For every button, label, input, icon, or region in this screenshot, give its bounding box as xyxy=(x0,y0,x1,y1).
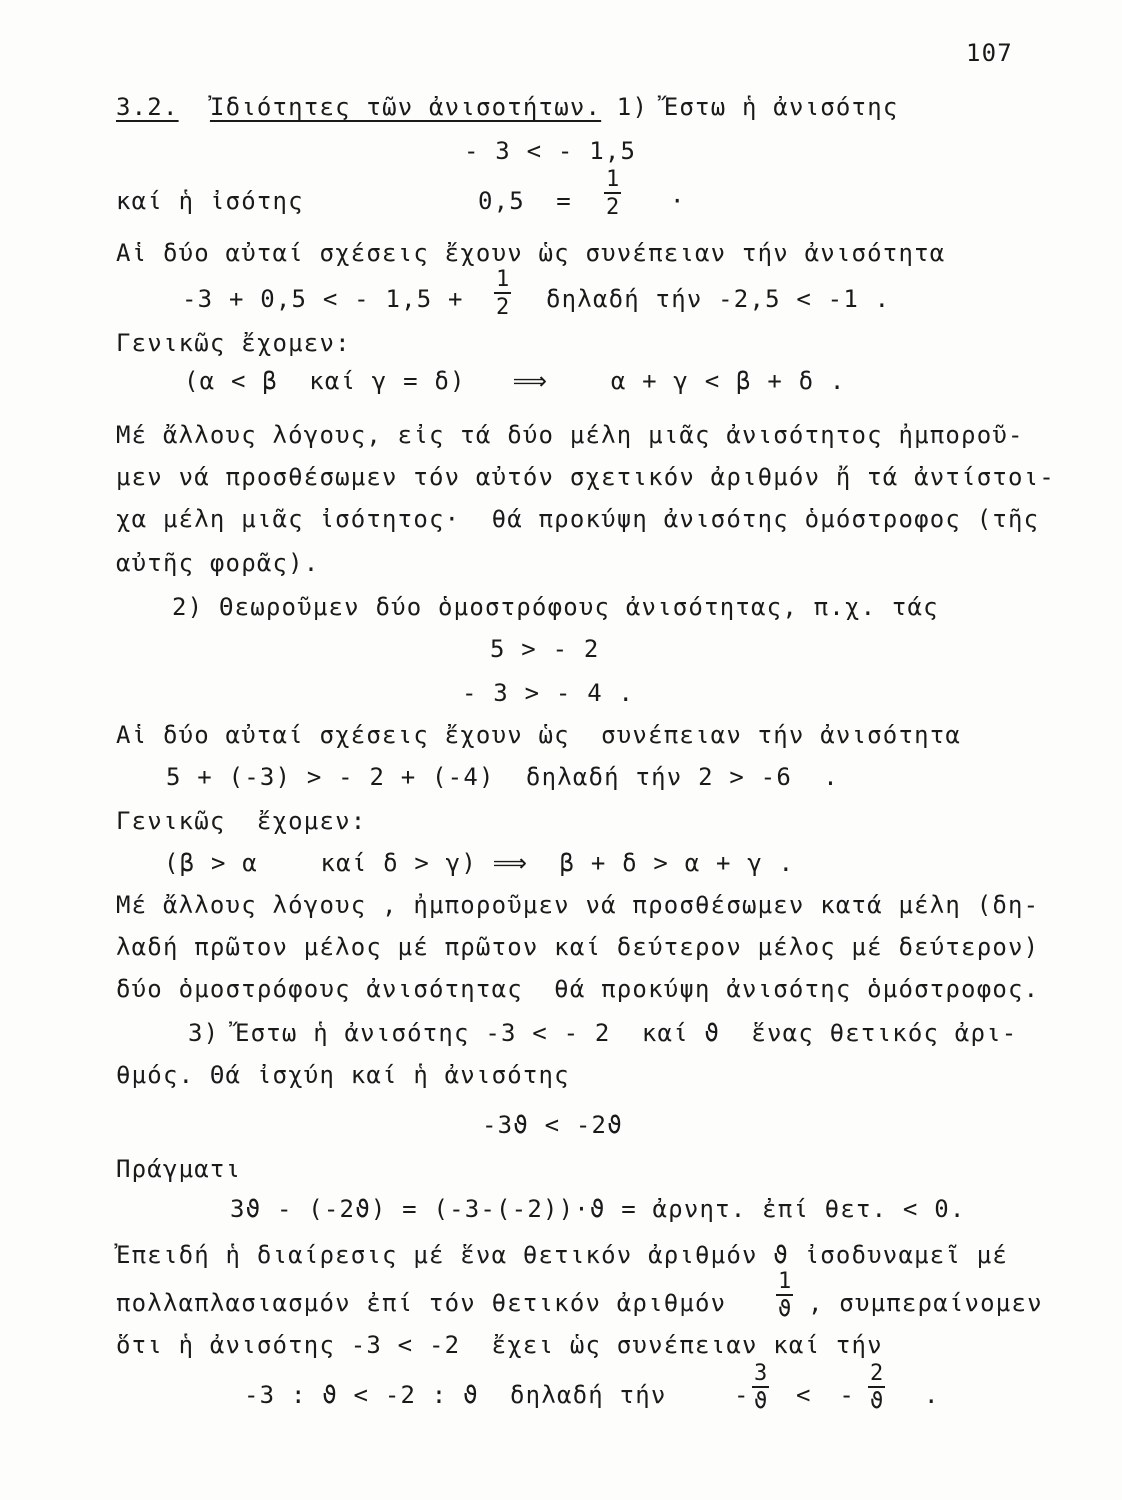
formula-punct: . xyxy=(924,1381,939,1409)
text-line: 2) Θεωροῦμεν δύο ὁμοστρόφους ἀνισότητας, π.χ. τάς xyxy=(172,593,939,621)
text-line: Αἱ δύο αὐταί σχέσεις ἔχουν ὡς συνέπειαν τήν ἀνισότητα xyxy=(116,721,962,749)
fraction-denominator: 2 xyxy=(496,295,510,320)
text-line: αὐτῆς φορᾶς). xyxy=(116,549,320,577)
text-line: , συμπεραίνομεν xyxy=(808,1289,1043,1317)
text-line: Πράγματι xyxy=(116,1155,242,1183)
text-line: μεν νά προσθέσωμεν τόν αὐτόν σχετικόν ἀριθμόν ἤ τά ἀντίστοι- xyxy=(116,463,1055,491)
fraction xyxy=(604,168,621,220)
text-line: Μέ ἄλλους λόγους, εἰς τά δύο μέλη μιᾶς ἀνισότητος ἠμποροῦ- xyxy=(116,421,1024,449)
formula-line: -3ϑ < -2ϑ xyxy=(482,1111,623,1139)
fraction xyxy=(752,1362,769,1414)
text-line: χα μέλη μιᾶς ἰσότητος· θά προκύψη ἀνισότης ὁμόστροφος (τῆς xyxy=(116,505,1040,533)
fraction xyxy=(776,1270,793,1322)
formula-line: - 3 > - 4 . xyxy=(462,679,635,707)
formula-line: -3 + 0,5 < - 1,5 + xyxy=(182,285,464,313)
formula-line: 5 > - 2 xyxy=(490,635,600,663)
section-number: 3.2. xyxy=(116,93,179,121)
formula-punct: · xyxy=(670,187,686,215)
fraction-denominator: ϑ xyxy=(754,1389,768,1414)
text-line: λαδή πρῶτον μέλος μέ πρῶτον καί δεύτερον μέλος μέ δεύτερον) xyxy=(116,933,1040,961)
text-line: δύο ὁμοστρόφους ἀνισότητας θά προκύψη ἀνισότης ὁμόστροφος. xyxy=(116,975,1040,1003)
inequality-sign: < - xyxy=(796,1381,854,1409)
formula-line: (α < β καί γ = δ) ⟹ α + γ < β + δ . xyxy=(184,367,846,395)
section-title: Ἰδιότητες τῶν ἀνισοτήτων. xyxy=(209,93,602,121)
text-line: Μέ ἄλλους λόγους , ἠμποροῦμεν νά προσθέσωμεν κατά μέλη (δη- xyxy=(116,891,1040,919)
text-line: Γενικῶς ἔχομεν: xyxy=(116,807,367,835)
fraction xyxy=(494,268,511,320)
formula-line: - 3 < - 1,5 xyxy=(464,137,637,165)
fraction-denominator: ϑ xyxy=(778,1297,792,1322)
formula-line: 5 + (-3) > - 2 + (-4) δηλαδή τήν 2 > -6 . xyxy=(166,763,839,791)
fraction-numerator: 1 xyxy=(606,167,620,192)
text-line: 3) Ἔστω ἡ ἀνισότης -3 < - 2 καί ϑ ἕνας θετικός ἀρι- xyxy=(188,1019,1018,1047)
fraction-numerator: 3 xyxy=(754,1361,768,1386)
text-line: καί ἡ ἰσότης xyxy=(116,187,304,215)
fraction-denominator: 2 xyxy=(606,195,620,220)
fraction-denominator: ϑ xyxy=(870,1389,884,1414)
text-line: θμός. Θά ἰσχύη καί ἡ ἀνισότης xyxy=(116,1061,570,1089)
formula-line: 3ϑ - (-2ϑ) = (-3-(-2))·ϑ = ἀρνητ. ἐπί θετ. < 0. xyxy=(230,1195,966,1223)
heading-continuation: 1) Ἔστω ἡ ἀνισότης xyxy=(601,93,899,121)
text-line: Αἱ δύο αὐταί σχέσεις ἔχουν ὡς συνέπειαν τήν ἀνισότητα xyxy=(116,239,946,267)
text-line: ὅτι ἡ ἀνισότης -3 < -2 ἔχει ὡς συνέπειαν καί τήν xyxy=(116,1331,883,1359)
formula-line: 0,5 = xyxy=(478,187,572,215)
text-line: Γενικῶς ἔχομεν: xyxy=(116,329,351,357)
fraction xyxy=(868,1362,885,1414)
text-line: πολλαπλασιασμόν ἐπί τόν θετικόν ἀριθμόν xyxy=(116,1289,727,1317)
fraction-numerator: 1 xyxy=(496,267,510,292)
fraction-numerator: 1 xyxy=(778,1269,792,1294)
text-line: δηλαδή τήν -2,5 < -1 . xyxy=(546,285,891,313)
section-heading xyxy=(116,92,899,122)
formula-line: (β > α καί δ > γ) ⟹ β + δ > α + γ . xyxy=(164,849,795,877)
formula-line: -3 : ϑ < -2 : ϑ δηλαδή τήν xyxy=(244,1381,667,1409)
minus-sign: - xyxy=(734,1381,749,1409)
page-number: 107 xyxy=(966,39,1013,67)
text-line: Ἐπειδή ἡ διαίρεσις μέ ἕνα θετικόν ἀριθμόν ϑ ἰσοδυναμεῖ μέ xyxy=(116,1241,1009,1269)
fraction-numerator: 2 xyxy=(870,1361,884,1386)
